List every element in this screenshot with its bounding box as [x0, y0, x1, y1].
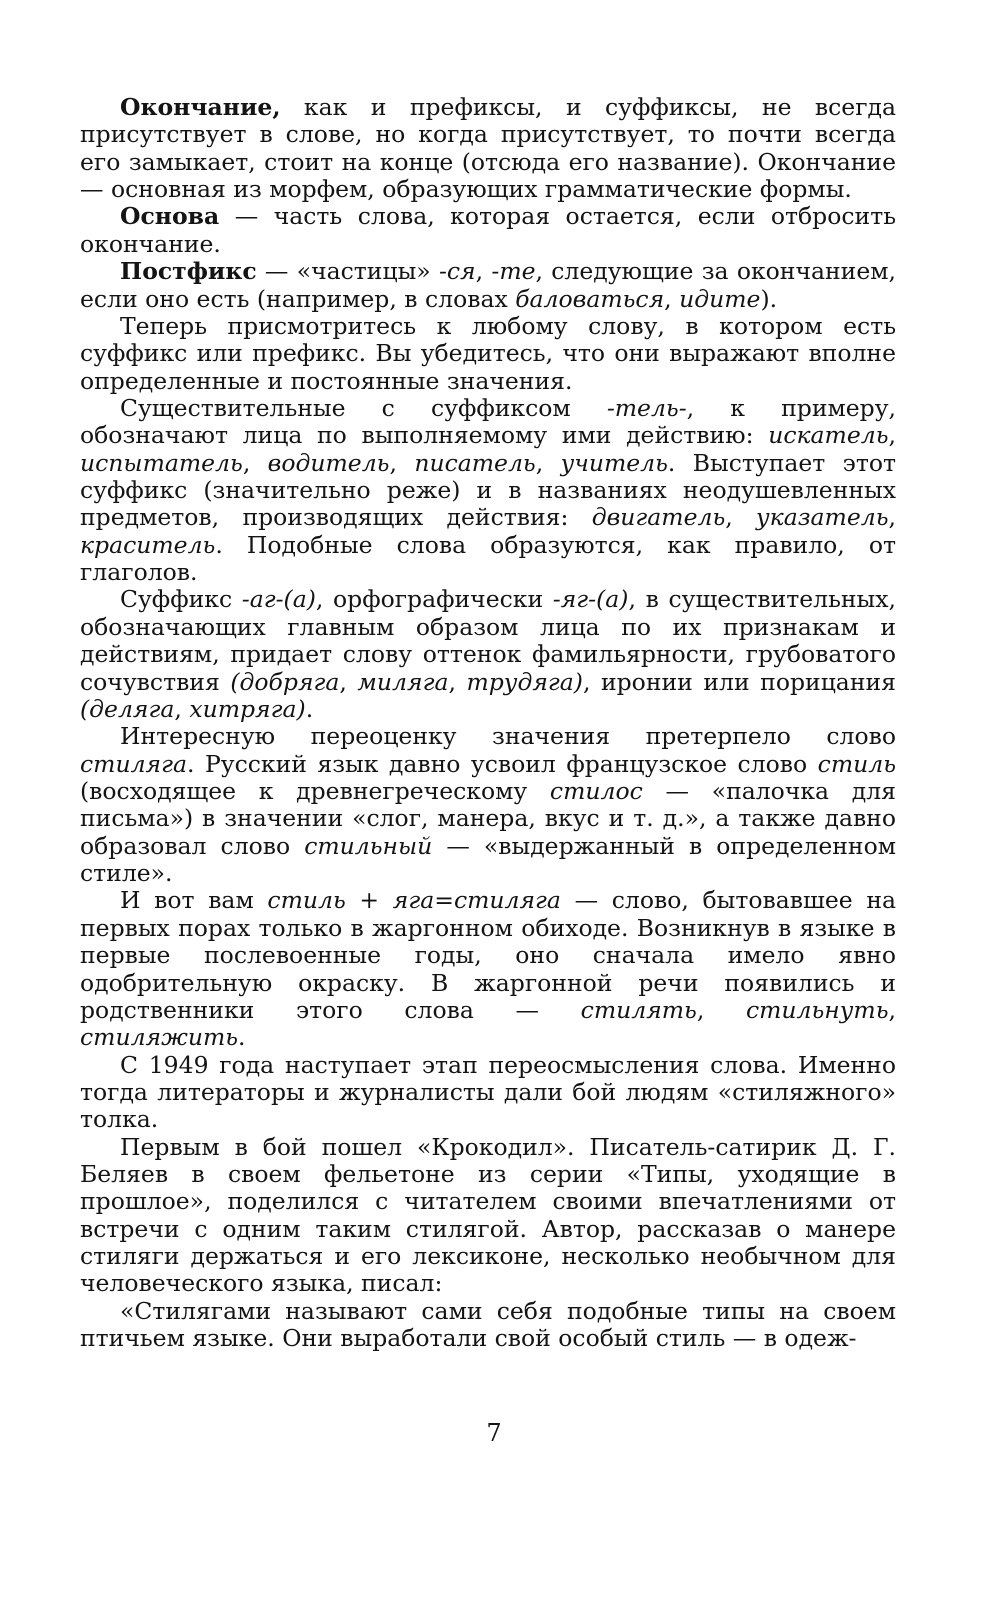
example-italic: краситель — [80, 530, 216, 559]
example-italic: писатель — [414, 448, 536, 477]
body-text — [80, 94, 896, 1353]
paragraph — [80, 313, 896, 395]
text-run: , — [389, 448, 415, 477]
text-run: Интересную переоценку значения претерпело слово — [120, 722, 896, 751]
example-italic: двигатель — [591, 503, 726, 532]
example-italic: стилять — [580, 995, 697, 1024]
text-run: (восходящее к древнегреческому — [80, 776, 550, 805]
example-italic: (деляга — [80, 694, 175, 723]
text-run: . Подобные слова образуются, как правило, от глаголов. — [80, 530, 896, 587]
example-italic: искатель — [768, 421, 889, 450]
example-italic: яга — [392, 886, 435, 915]
paragraph — [80, 94, 896, 203]
text-run: ). — [760, 284, 778, 313]
text-run: , — [448, 667, 467, 696]
text-run: . Русский язык давно усвоил французское слово — [187, 749, 818, 778]
text-run: , орфографически — [315, 585, 553, 614]
paragraph — [80, 723, 896, 887]
term-bold: Постфикс — [120, 257, 257, 286]
text-run: + — [345, 886, 393, 915]
text-run: , следующие за окончанием, если оно есть (например, в словах — [80, 257, 897, 313]
example-italic: -тель- — [606, 393, 687, 422]
text-run: , — [475, 257, 492, 286]
example-italic: миляга — [357, 667, 449, 696]
text-run: , — [339, 667, 358, 696]
text-run: — «выдержанный в определенном стиле». — [80, 831, 896, 888]
example-italic: хитряга) — [189, 694, 306, 723]
text-run: как и префиксы, и суффиксы, не всегда присутствует в слове, но когда присутствует, то почти всегда его замыкает, стоит на конце (отсюда его название). Окончание — основная из морфем, образующих грамматические формы. — [80, 93, 896, 204]
text-run: , — [174, 694, 190, 723]
text-run: = — [434, 886, 454, 915]
text-run: , — [888, 995, 896, 1024]
text-run: — часть слова, которая остается, если отбросить окончание. — [80, 202, 896, 258]
text-run: . — [305, 694, 314, 723]
example-italic: стиль — [817, 749, 896, 778]
example-italic: -те — [491, 257, 536, 286]
example-italic: -ся — [438, 257, 476, 286]
example-italic: стиляга — [80, 749, 187, 778]
example-italic: баловаться — [515, 284, 665, 313]
text-run: , к примеру, обозначают лица по выполняемому ими действию: — [80, 393, 897, 450]
example-italic: стиляга — [453, 886, 561, 915]
text-run: , в существительных, обозначающих главным образом лица по их признакам и действиям, придает слову оттенок фамильярности, грубоватого сочувствия — [80, 585, 896, 696]
text-run: , — [664, 284, 680, 313]
text-run: — «частицы» — [256, 257, 439, 286]
example-italic: -аг-(а) — [241, 585, 316, 614]
paragraph — [80, 1298, 896, 1353]
example-italic: водитель — [267, 448, 390, 477]
paragraph — [80, 1052, 896, 1134]
paragraph — [80, 586, 896, 723]
example-italic: стиляжить — [80, 1023, 239, 1052]
example-italic: (добряга — [230, 667, 340, 696]
example-italic: стилос — [549, 776, 643, 805]
text-run: — «палочка для письма») в значении «слог, манера, вкус и т. д.», а также давно образовал слово — [80, 776, 896, 860]
text-run: , — [888, 503, 896, 532]
text-run: , иронии или порицания — [582, 667, 896, 696]
example-italic: испытатель — [80, 448, 243, 477]
example-italic: трудяга) — [466, 667, 583, 696]
text-run: Суффикс — [120, 585, 242, 614]
text-run: — слово, бытовавшее на первых порах только в жаргонном обиходе. Возникнув в языке в первые послевоенные годы, оно сначала имело явно одобрительную окраску. В жаргонной речи появились и родственники этого слова — — [80, 886, 896, 1024]
example-italic: стильный — [304, 831, 433, 860]
term-bold: Окончание, — [120, 93, 281, 121]
example-italic: указатель — [756, 503, 889, 532]
text-run: . Выступает этот суффикс (значительно реже) и в названиях неодушевленных предметов, производящих действия: — [80, 448, 896, 532]
text-run: Существительные с суффиксом — [120, 393, 607, 422]
example-italic: стильнуть — [745, 995, 889, 1024]
text-run: , — [725, 503, 757, 532]
text-run: , — [242, 448, 268, 477]
term-bold: Основа — [120, 202, 220, 231]
paragraph — [80, 395, 896, 587]
text-run: , — [888, 421, 896, 450]
page-number: 7 — [486, 1419, 502, 1447]
example-italic: учитель — [560, 448, 668, 477]
paragraph — [80, 203, 896, 258]
text-run: , — [696, 995, 746, 1024]
paragraph — [80, 1134, 896, 1298]
paragraph — [80, 258, 896, 313]
text-run: «Стилягами называют сами себя подобные типы на своем птичьем языке. Они выработали свой особый стиль — в одеж- — [80, 1296, 896, 1353]
paragraph — [80, 887, 896, 1051]
text-run: Теперь присмотритесь к любому слову, в котором есть суффикс или префикс. Вы убедитесь, что они выражают вполне определенные и постоянные значения. — [80, 311, 896, 395]
text-run: , — [535, 448, 561, 477]
example-italic: стиль — [267, 886, 346, 915]
text-run: . — [238, 1023, 246, 1052]
text-run: Первым в бой пошел «Крокодил». Писатель-сатирик Д. Г. Беляев в своем фельетоне из серии «Типы, уходящие в прошлое», поделился с читателем своими впечатлениями от встречи с одним таким стилягой. Автор, рассказав о манере стиляги держаться и его лексиконе, несколько необычном для человеческого языка, писал: — [80, 1132, 896, 1298]
example-italic: -яг-(а) — [552, 585, 629, 614]
text-run: С 1949 года наступает этап переосмысления слова. Именно тогда литераторы и журналисты дали бой людям «стиляжного» толка. — [80, 1050, 896, 1134]
text-run: И вот вам — [120, 886, 268, 915]
example-italic: идите — [679, 284, 761, 313]
